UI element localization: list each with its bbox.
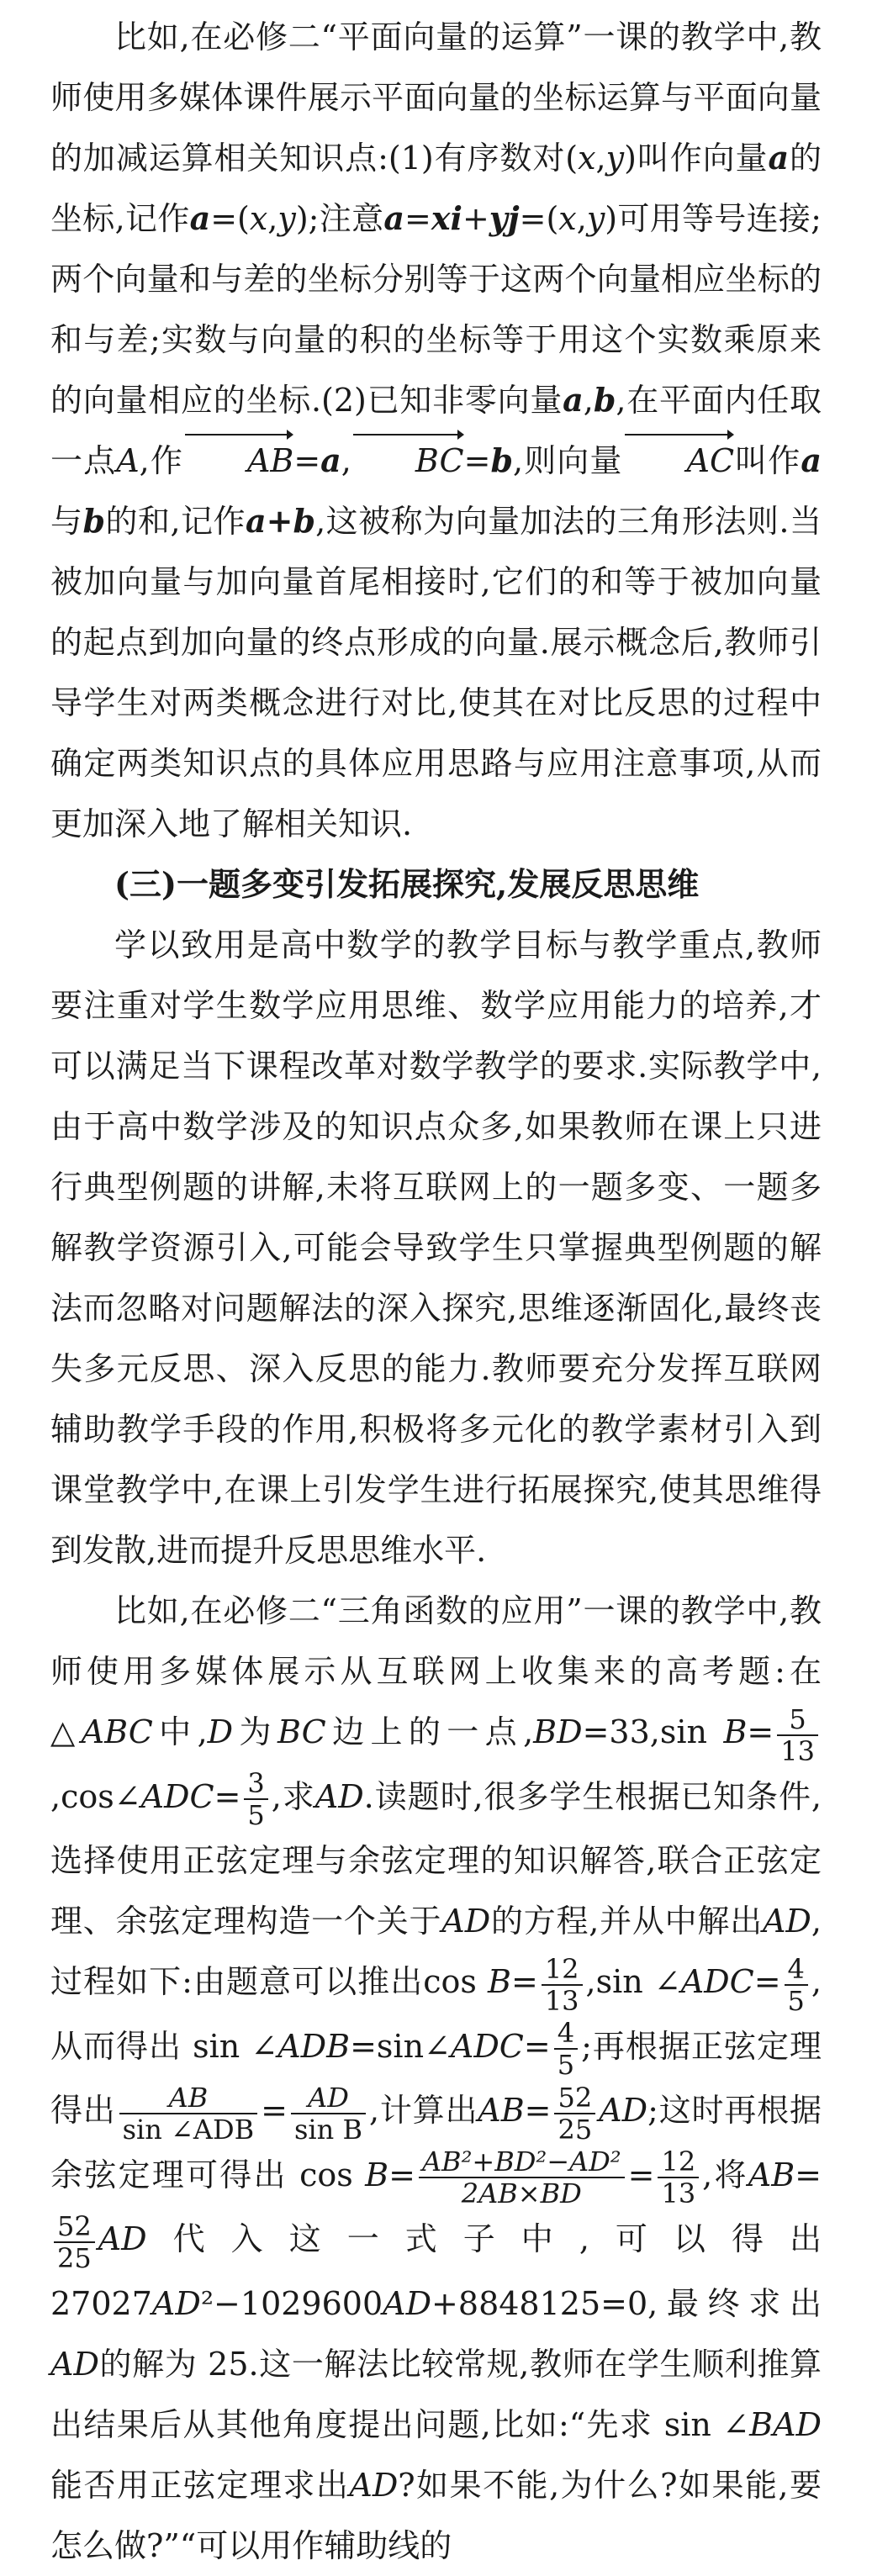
fraction: $\frac{12}{13}$	[542, 1954, 583, 2016]
vector-bc: BC	[351, 430, 464, 491]
vector-ac: AC	[623, 430, 735, 491]
fraction: $\frac{4}{5}$	[785, 1954, 808, 2016]
fraction: $\frac{3}{5}$	[244, 1768, 267, 1830]
fraction: $\frac{4}{5}$	[554, 2018, 578, 2080]
fraction: $\frac{5}{13}$	[777, 1704, 818, 1766]
fraction: $\frac{AD}{\text{sin B}}$	[291, 2082, 366, 2145]
fraction: $\frac{AB}{\text{sin ∠ADB}}$	[119, 2082, 258, 2145]
fraction: $\frac{12}{13}$	[658, 2146, 699, 2209]
section-heading: (三)一题多变引发拓展探究,发展反思思维	[114, 865, 700, 903]
fraction: $\frac{52}{25}$	[554, 2082, 595, 2145]
fraction: $\frac{\text{AB²+BD²−AD²}}{2AB\times BD}$	[419, 2146, 625, 2209]
paragraph-application: 学以致用是高中数学的教学目标与教学重点,教师要注重对学生数学应用思维、数学应用能力的培养,才可以满足当下课程改革对数学教学的要求.实际教学中,由于高中数学涉及的知识点众多,如果教师在课上只进行典型例题的讲解,未将互联网上的一题多变、一题多解教学资源引入,可能会导致学生只掌握典型例题的解法而忽略对问题解法的深入探究,思维逐渐固化,最终丧失多元反思、深入反思的能力.教师要充分发挥互联网辅助教学手段的作用,积极将多元化的教学素材引入到课堂教学中,在课上引发学生进行拓展探究,使其思维得到发散,进而提升反思思维水平.	[50, 926, 822, 1569]
vector-ab: AB	[183, 430, 293, 491]
paragraph-trig-example: 比如,在必修二“三角函数的应用”一课的教学中,教师使用多媒体展示从互联网上收集来的高考题:在△ABC中,D为BC边上的一点,BD=33,sin B= $\frac{5}{13}$ ,cos∠ADC= $\frac{3}{5}$ ,求AD.读题时,很多学生根据已知条件,选择使用正弦定理与余弦定理的知识解答,联合正弦定理、余弦定理构造一个关于AD的方程,并从中解出AD,过程如下:由题意可以推出cos B= $\frac{12}{13}$ ,sin ∠ADC= $\frac{4}{5}$ ,从而得出 sin ∠ADB=sin∠ADC= $\frac{4}{5}$ ;再根据正弦定理得出 $\frac{AB}{\text{sin ∠ADB}}$ = $\frac{AD}{\text{sin B}}$ ,计算出AB= $\frac{52}{25}$ AD;这时再根据余弦定理可得出 cos B= $\frac{\text{AB²+BD²−AD²}}{2AB\times BD}$ = $\frac{12}{13}$ ,将AB= $\frac{52}{25}$ AD代入这一式子中,可以得出 27027AD²−1029600AD+8848125=0,最终求出AD的解为 25.这一解法比较常规,教师在学生顺利推算出结果后从其他角度提出问题,比如:“先求 sin ∠BAD能否用正弦定理求出AD?如果不能,为什么?如果能,要怎么做?”“可以用作辅助线的	[50, 1592, 822, 2564]
paragraph-vector-operations: 比如,在必修二“平面向量的运算”一课的教学中,教师使用多媒体课件展示平面向量的坐标运算与平面向量的加减运算相关知识点:(1)有序数对(x,y)叫作向量a的坐标,记作a=(x,y);注意a=xi+yj=(x,y)可用等号连接;两个向量和与差的坐标分别等于这两个向量相应坐标的和与差;实数与向量的积的坐标等于用这个实数乘原来的向量相应的坐标.(2)已知非零向量a,b,在平面内任取一点A,作 AB=a, BC=b,则向量 AC叫作a与b的和,记作a+b,这被称为向量加法的三角形法则.当被加向量与加向量首尾相接时,它们的和等于被加向量的起点到加向量的终点形成的向量.展示概念后,教师引导学生对两类概念进行对比,使其在对比反思的过程中确定两类知识点的具体应用思路与应用注意事项,从而更加深入地了解相关知识.	[50, 18, 822, 842]
fraction: $\frac{52}{25}$	[54, 2211, 95, 2273]
